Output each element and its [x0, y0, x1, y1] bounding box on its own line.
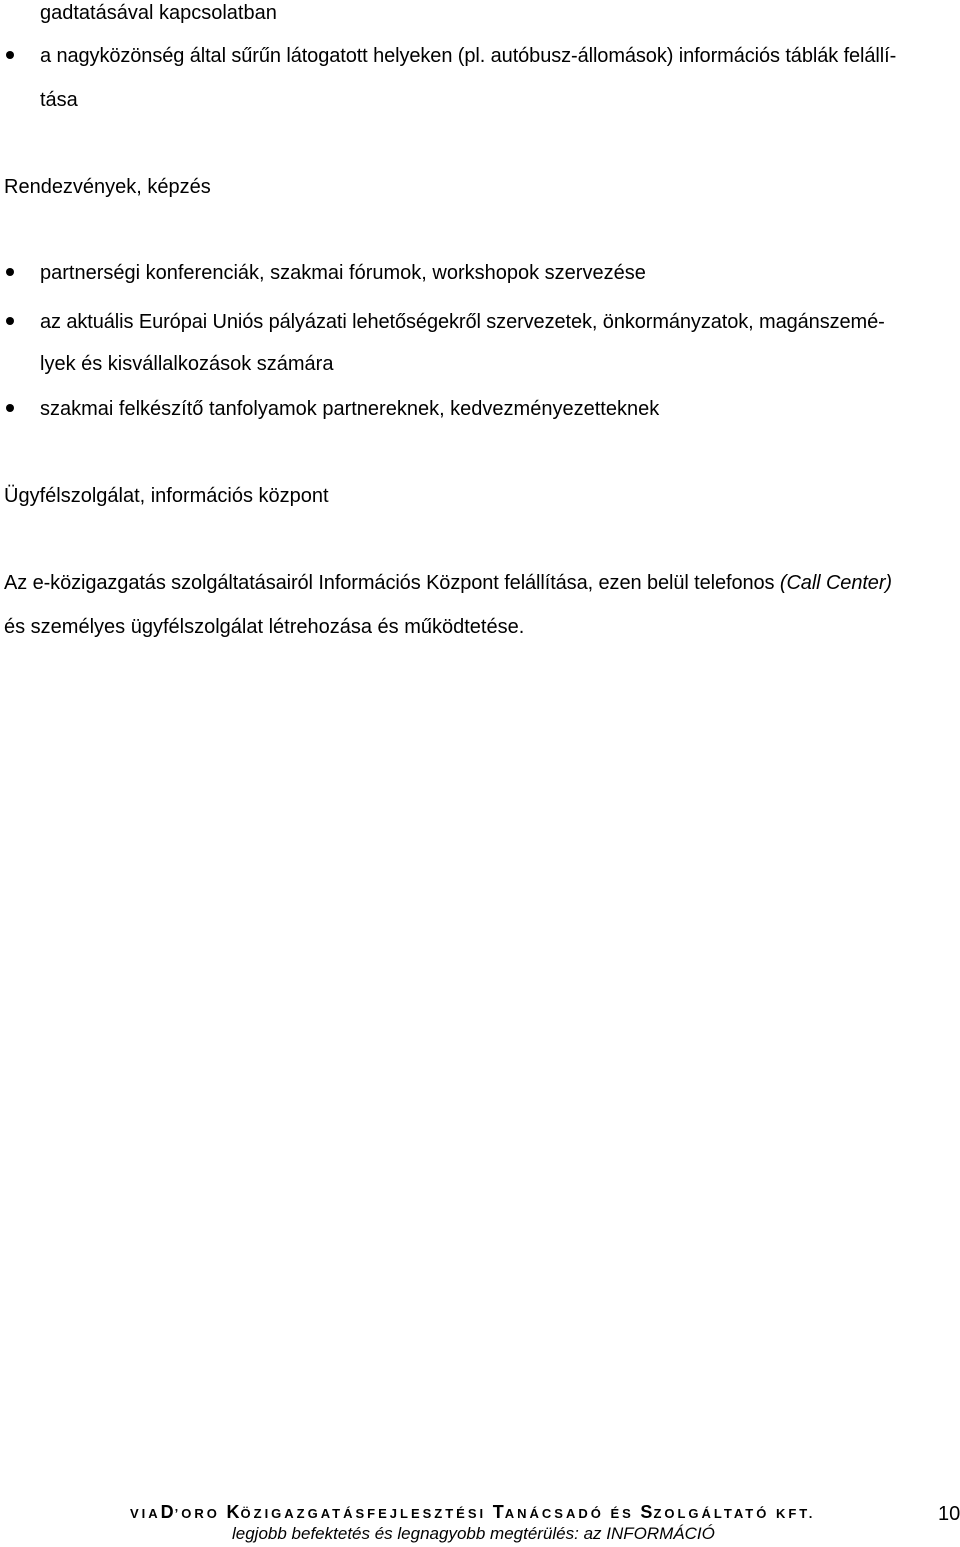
company-via: VIA: [130, 1506, 161, 1521]
page-number: 10: [938, 1503, 960, 1525]
bullet-billboards-line2: tása: [40, 89, 78, 111]
service-paragraph-line2: és személyes ügyfélszolgálat létrehozása és működtetése.: [4, 616, 525, 638]
events-item-2-line2: lyek és kisvállalkozások számára: [40, 353, 334, 375]
company-t: T: [492, 1502, 505, 1522]
section-heading-service: Ügyfélszolgálat, információs központ: [4, 485, 329, 507]
company-ozig: ÖZIGAZGATÁSFEJLESZTÉSI: [240, 1506, 493, 1521]
bullet-icon: [6, 268, 14, 276]
section-heading-events: Rendezvények, képzés: [4, 176, 211, 198]
footer-tagline: legjobb befektetés és legnagyobb megtérülés: az INFORMÁCIÓ: [232, 1524, 715, 1543]
events-item-1: partnerségi konferenciák, szakmai fórumok, workshopok szervezése: [40, 262, 646, 284]
service-paragraph-text: Az e-közigazgatás szolgáltatásairól Információs Központ felállítása, ezen belül telefonos: [4, 572, 780, 594]
company-oro: ’ORO: [174, 1506, 227, 1521]
company-zolg: ZOLGÁLTATÓ KFT.: [653, 1506, 816, 1521]
company-s: S: [640, 1502, 654, 1522]
bullet-icon: [6, 51, 14, 59]
bullet-icon: [6, 317, 14, 325]
footer-company-name: [130, 1502, 815, 1523]
company-d: D: [160, 1502, 175, 1522]
events-item-3: szakmai felkészítő tanfolyamok partnereknek, kedvezményezetteknek: [40, 398, 660, 420]
continuation-text: gadtatásával kapcsolatban: [40, 2, 277, 24]
bullet-billboards-line1: a nagyközönség által sűrűn látogatott helyeken (pl. autóbusz-állomások) információs táblák felállí-: [40, 45, 897, 67]
events-item-2-line1: az aktuális Európai Uniós pályázati lehetőségekről szervezetek, önkormányzatok, magánszemé-: [40, 311, 885, 333]
company-anacsado: ANÁCSADÓ ÉS: [504, 1506, 641, 1521]
service-paragraph-line1: [4, 572, 892, 594]
company-k: K: [226, 1502, 241, 1522]
call-center-italic: (Call Center): [779, 572, 892, 594]
bullet-icon: [6, 404, 14, 412]
